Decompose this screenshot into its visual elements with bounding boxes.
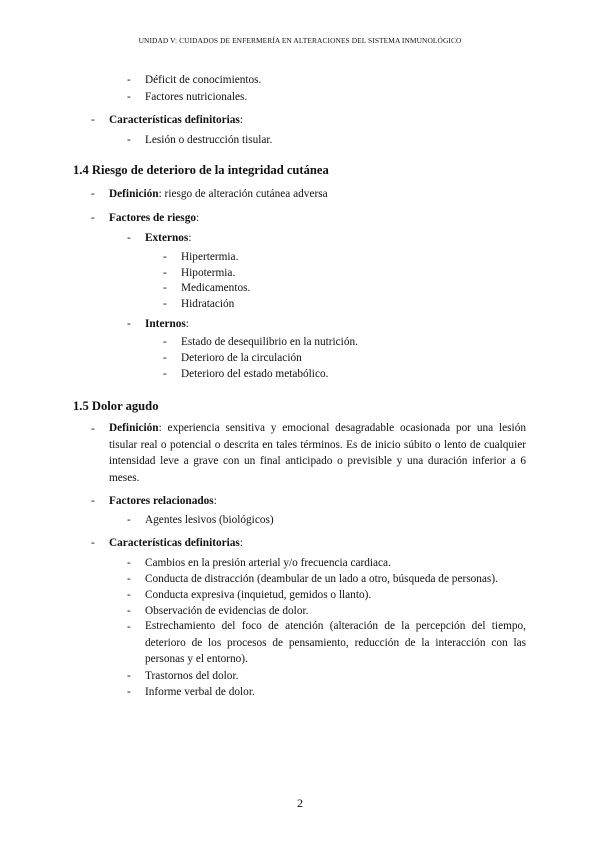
internal-label: Internos:: [145, 318, 189, 330]
list-dash: -: [91, 537, 95, 549]
section-title: 1.5 Dolor agudo: [73, 399, 159, 413]
related-factors-label: Factores relacionados:: [109, 495, 217, 507]
list-item: Deterioro del estado metabólico.: [181, 368, 329, 380]
list-item: Conducta de distracción (deambular de un lado a otro, búsqueda de personas).: [145, 573, 498, 585]
list-item: Estrechamiento del foco de atención (alteración de la percepción del tiempo, deterioro de los procesos de pensamiento, reducción de la interacción con las personas y el entorno).: [145, 620, 526, 665]
page-header: UNIDAD V: CUIDADOS DE ENFERMERÍA EN ALTERACIONES DEL SISTEMA INMUNOLÓGICO: [138, 36, 462, 45]
list-dash: -: [91, 423, 95, 435]
section-title: 1.4 Riesgo de deterioro de la integridad cutánea: [73, 163, 329, 177]
list-dash: -: [163, 298, 167, 310]
list-dash: -: [127, 621, 131, 633]
list-dash: -: [127, 74, 131, 86]
list-dash: -: [91, 188, 95, 200]
list-item: Factores nutricionales.: [145, 91, 248, 103]
definition-paragraph: Definición: experiencia sensitiva y emocional desagradable ocasionada por una lesión tisular real o potencial o descrita en tales términos. Es de inicio súbito o lento de cualquier intensidad leve a grave con un final anticipado o previsible y una duración inferior a 6 meses.: [109, 422, 526, 485]
risk-factors-label: Factores de riesgo:: [109, 212, 200, 224]
list-dash: -: [127, 670, 131, 682]
list-dash: -: [127, 686, 131, 698]
list-item: Observación de evidencias de dolor.: [145, 605, 309, 617]
list-dash: -: [127, 557, 131, 569]
char-def-1-label: Características definitorias:: [109, 114, 243, 126]
list-dash: -: [163, 267, 167, 279]
list-item: Medicamentos.: [181, 282, 251, 294]
list-dash: -: [163, 282, 167, 294]
list-item: Hipertermia.: [181, 251, 239, 263]
list-item: Informe verbal de dolor.: [145, 686, 255, 698]
list-dash: -: [127, 134, 131, 146]
list-dash: -: [163, 368, 167, 380]
list-item: Conducta expresiva (inquietud, gemidos o llanto).: [145, 589, 372, 601]
list-dash: -: [127, 605, 131, 617]
list-item: Déficit de conocimientos.: [145, 74, 262, 86]
list-dash: -: [163, 336, 167, 348]
list-dash: -: [91, 495, 95, 507]
list-item: Agentes lesivos (biológicos): [145, 514, 274, 526]
list-dash: -: [91, 212, 95, 224]
list-dash: -: [127, 232, 131, 244]
list-dash: -: [127, 91, 131, 103]
list-dash: -: [127, 318, 131, 330]
list-item: Cambios en la presión arterial y/o frecuencia cardiaca.: [145, 557, 391, 569]
list-dash: -: [163, 251, 167, 263]
list-item: Lesión o destrucción tisular.: [145, 134, 273, 146]
list-item: Deterioro de la circulación: [181, 352, 302, 364]
list-dash: -: [127, 573, 131, 585]
list-item: Hipotermia.: [181, 267, 236, 279]
list-dash: -: [91, 114, 95, 126]
char-def-2-label: Características definitorias:: [109, 537, 243, 549]
list-dash: -: [127, 589, 131, 601]
definition-line: Definición: riesgo de alteración cutánea adversa: [109, 188, 328, 200]
list-item: Estado de desequilibrio en la nutrición.: [181, 336, 358, 348]
list-item: Trastornos del dolor.: [145, 670, 239, 682]
external-label: Externos:: [145, 232, 192, 244]
page-number: 2: [297, 796, 303, 810]
list-dash: -: [163, 352, 167, 364]
list-dash: -: [127, 514, 131, 526]
list-item: Hidratación: [181, 298, 235, 310]
